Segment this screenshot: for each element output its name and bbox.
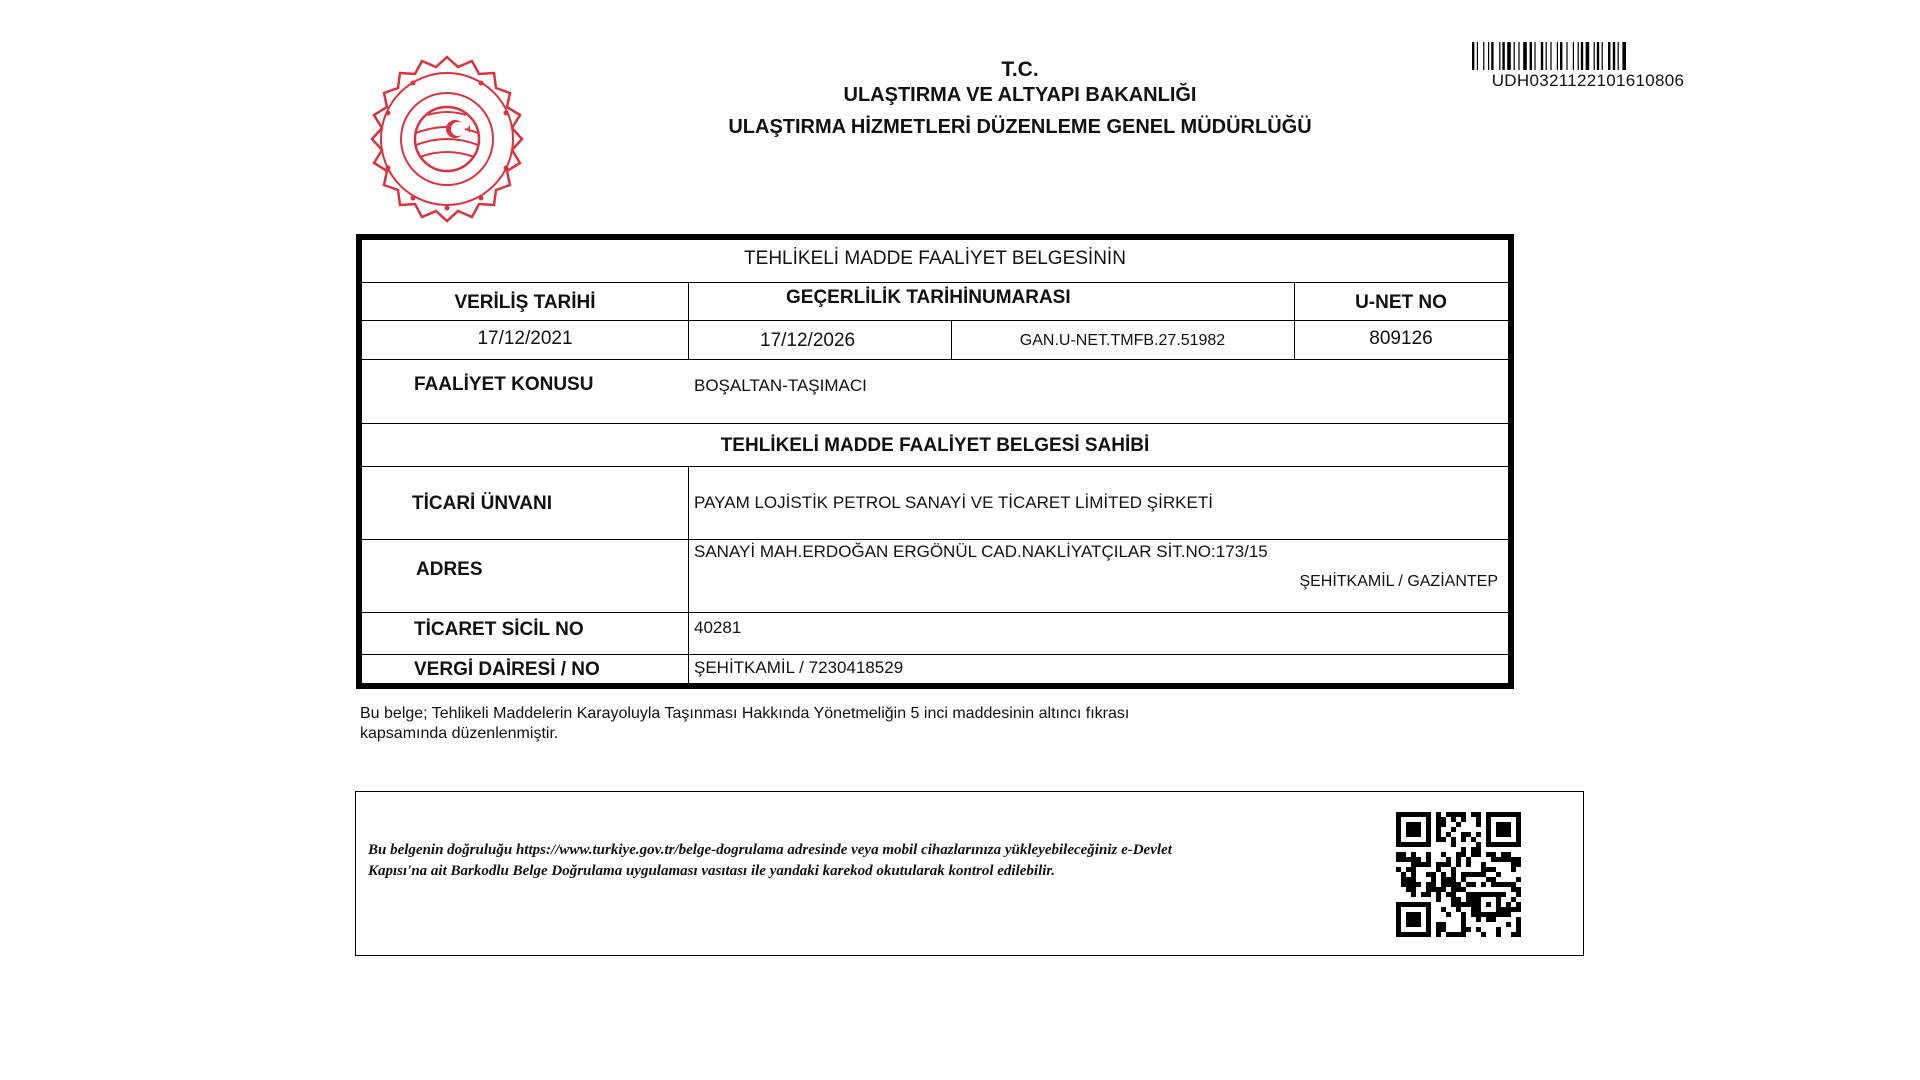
verification-line2: Kapısı'na ait Barkodlu Belge Doğrulama uygulaması vasıtası ile yandaki karekod okutularak kontrol edilebilir. [368,863,1056,879]
header-directorate: ULAŞTIRMA HİZMETLERİ DÜZENLEME GENEL MÜDÜRLÜĞÜ [728,116,1312,138]
barcode-number: UDH0321122101610806 [1491,71,1685,90]
unet-no-value: 809126 [1369,328,1433,349]
unet-no-header: U-NET NO [1355,292,1447,313]
tax-value: ŞEHİTKAMİL / 7230418529 [694,658,904,677]
address-label: ADRES [416,559,483,580]
activity-value: BOŞALTAN-TAŞIMACI [694,376,867,395]
header-tc: T.C. [1001,58,1039,81]
header-ministry: ULAŞTIRMA VE ALTYAPI BAKANLIĞI [843,84,1197,106]
owner-section-title: TEHLİKELİ MADDE FAALİYET BELGESİ SAHİBİ [720,435,1150,456]
certificate-table [356,234,1514,689]
barcode-icon [1472,42,1704,70]
legal-footnote [360,704,1129,744]
validity-number-header: GEÇERLİLİK TARİHİNUMARASI [786,287,1071,308]
verification-line1: Bu belgenin doğruluğu https://www.turkiye.gov.tr/belge-dogrulama adresinde veya mobil cihazlarınıza yükleyebileceğiniz e-Devlet [368,842,1172,858]
ministry-seal-icon [358,53,536,231]
trade-name-label: TİCARİ ÜNVANI [412,493,553,514]
registry-label: TİCARET SİCİL NO [414,619,584,640]
tax-label: VERGİ DAİRESİ / NO [414,659,600,680]
footnote-line2: kapsamında düzenlenmiştir. [360,725,559,742]
verification-box [355,791,1584,956]
verification-text [368,840,1368,882]
issue-date-value: 17/12/2021 [477,328,573,349]
address-line1: SANAYİ MAH.ERDOĞAN ERGÖNÜL CAD.NAKLİYATÇILAR SİT.NO:173/15 [694,542,1268,561]
footnote-line1: Bu belge; Tehlikeli Maddelerin Karayoluyla Taşınması Hakkında Yönetmeliğin 5 inci maddesinin altıncı fıkrası [360,705,1130,722]
validity-date-value: 17/12/2026 [760,330,856,351]
activity-label: FAALİYET KONUSU [414,374,594,395]
certificate-number-value: GAN.U-NET.TMFB.27.51982 [1019,332,1226,349]
trade-name-value: PAYAM LOJİSTİK PETROL SANAYİ VE TİCARET LİMİTED ŞİRKETİ [694,493,1213,512]
certificate-title: TEHLİKELİ MADDE FAALİYET BELGESİNİN [744,248,1126,269]
issue-date-header: VERİLİŞ TARİHİ [454,292,596,313]
qr-code-icon[interactable] [1396,812,1521,937]
address-line2: ŞEHİTKAMİL / GAZİANTEP [1299,573,1498,590]
registry-value: 40281 [694,618,742,637]
